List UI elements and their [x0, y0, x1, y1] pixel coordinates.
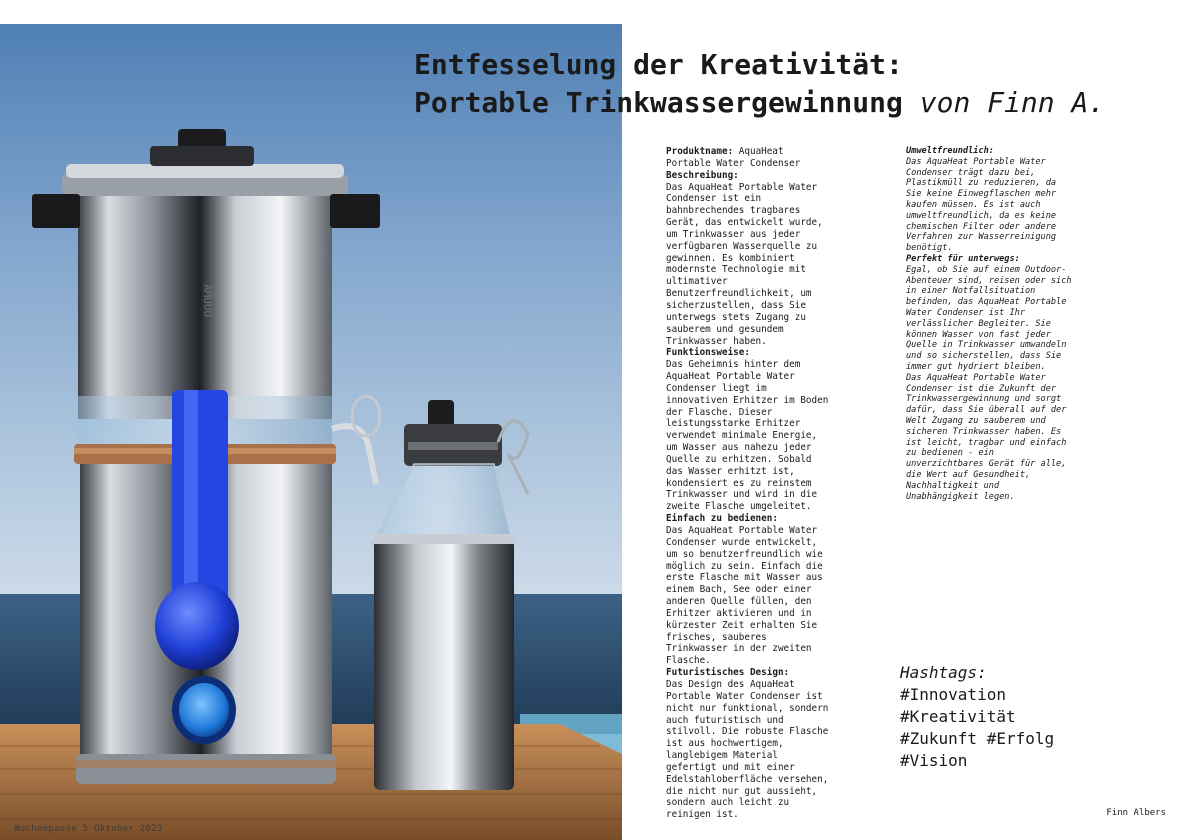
section-label-funktionsweise: Funktionsweise:: [666, 347, 750, 359]
product-name: AquaHeat Portable Water Condenser: [666, 146, 801, 169]
embossed-text: AMUUU: [201, 284, 214, 318]
hashtags-label: Hashtags:: [900, 663, 987, 682]
section-text-umwelt: Das AquaHeat Portable Water Condenser trägt dazu bei, Plastikmüll zu reduzieren, da Sie keine Einwegflaschen mehr kaufen müssen. Es ist auch umweltfreundlich, da es keine chemischen Filter oder andere Verfahren zur Wasserreinigung benötigt.: [906, 156, 1057, 254]
text-column-1: [666, 146, 830, 821]
large-container: [32, 129, 380, 784]
closing-text: Das AquaHeat Portable Water Condenser ist die Zukunft der Trinkwassergewinnung und sorgt dafür, dass Sie überall auf der Welt Zugang zu sauberem und sicheren Trinkwasser haben. Es ist leicht, tragbar und einfach zu bedienen - ein unverzichtbares Gerät für alle, die Wert auf Gesundheit, Nachhaltigkeit und Unabhängigkeit legen.: [906, 372, 1067, 502]
product-illustration: [0, 24, 622, 840]
hashtag-line: #Kreativität: [900, 707, 1016, 726]
title-line-2: Portable Trinkwassergewinnung: [414, 86, 903, 119]
page-title: [414, 46, 1174, 122]
section-text-beschreibung: Das AquaHeat Portable Water Condenser ist ein bahnbrechendes tragbares Gerät, das entwickelt wurde, um Trinkwasser aus jeder verfügbaren Wasserquelle zu gewinnen. Es kombiniert modernste Technologie mit ultimativer Benutzerfreundlichkeit, um sicherzustellen, dass Sie unterwegs stets Zugang zu sauberem und gesundem Trinkwasser haben.: [666, 181, 823, 347]
text-column-2: [906, 146, 1072, 502]
product-photo: [0, 24, 622, 840]
hashtag-line: #Zukunft #Erfolg: [900, 729, 1055, 748]
section-label-beschreibung: Beschreibung:: [666, 169, 739, 181]
section-text-funktionsweise: Das Geheimnis hinter dem AquaHeat Portable Water Condenser liegt im innovativen Erhitzer im Boden der Flasche. Dieser leistungsstarke Erhitzer verwendet minimale Energie, um Wasser aus nahezu jeder Quelle zu erhitzen. Sobald das Wasser erhitzt ist, kondensiert es zu reinstem Trinkwasser und wird in die zweite Flasche umgeleitet.: [666, 359, 829, 513]
section-text-bedienung: Das AquaHeat Portable Water Condenser wurde entwickelt, um so benutzerfreundlich wie möglich zu sein. Einfach die erste Flasche mit Wasser aus einem Bach, See oder einer anderen Quelle füllen, den Erhitzer aktivieren und in kürzester Zeit erhalten Sie frisches, sauberes Trinkwasser in der zweiten Flasche.: [666, 525, 823, 667]
hashtag-line: #Innovation: [900, 685, 1006, 704]
section-text-unterwegs: Egal, ob Sie auf einem Outdoor-Abenteuer sind, reisen oder sich in einer Notfallsituation befinden, das AquaHeat Portable Water Condenser ist Ihr verlässlicher Begleiter. Sie können Wasser von fast jeder Quelle in Trinkwasser umwandeln und so sicherstellen, dass Sie immer gut hydriert bleiben.: [906, 264, 1072, 372]
title-line-1: Entfesselung der Kreativität:: [414, 48, 903, 81]
section-label-bedienung: Einfach zu bedienen:: [666, 513, 778, 525]
section-label-umwelt: Umweltfreundlich:: [906, 146, 994, 156]
author-name: Finn Albers: [1106, 808, 1166, 818]
product-label: Produktname:: [666, 146, 734, 157]
photo-caption: Wochenpause 5 Oktober 2023: [14, 824, 163, 834]
hashtag-line: #Vision: [900, 751, 968, 770]
product-name-line: [666, 146, 830, 170]
hashtags-block: [900, 662, 1160, 772]
title-byline: von Finn A.: [919, 86, 1106, 119]
small-bottle: [372, 400, 528, 790]
section-label-design: Futuristisches Design:: [666, 667, 790, 679]
section-label-unterwegs: Perfekt für unterwegs:: [906, 253, 1020, 264]
section-text-design: Das Design des AquaHeat Portable Water Condenser ist nicht nur funktional, sondern auch futuristisch und stilvoll. Die robuste Flasche ist aus hochwertigem, langlebigem Material gefertigt und mit einer Edelstahloberfläche versehen, die nicht nur gut aussieht, sondern auch leicht zu reinigen ist.: [666, 678, 829, 821]
